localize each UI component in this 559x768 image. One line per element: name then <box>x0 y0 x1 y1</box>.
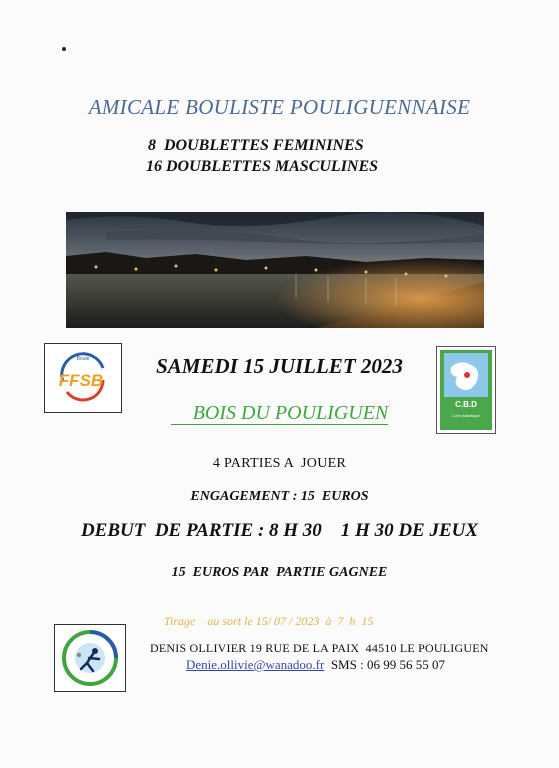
parties-info: 4 PARTIES A JOUER <box>212 456 347 471</box>
cbd-letters: C.B.D <box>455 400 477 409</box>
contact-line <box>186 657 445 673</box>
men-doubles-line: 16 DOUBLETTES MASCULINES <box>146 158 379 175</box>
cbd-logo <box>436 346 496 434</box>
start-time: DEBUT DE PARTIE : 8 H 30 1 H 30 DE JEUX <box>80 520 479 541</box>
club-logo <box>54 624 126 692</box>
cbd-small-text: Loire Atlantique <box>452 413 480 418</box>
draw-time: Tirage au sort le 15/ 07 / 2023 à 7 h 15 <box>164 614 374 628</box>
event-date: SAMEDI 15 JUILLET 2023 <box>156 354 403 378</box>
event-place-text: BOIS DU POULIGUEN <box>171 402 389 425</box>
ffsb-small-text: Boule <box>76 356 90 362</box>
engagement-fee: ENGAGEMENT : 15 EUROS <box>190 489 369 504</box>
contact-sms: SMS : 06 99 56 55 07 <box>330 657 445 672</box>
women-doubles-line: 8 DOUBLETTES FEMININES <box>148 137 364 154</box>
contact-email-link[interactable]: Denie.ollivie@wanadoo.fr <box>186 657 325 672</box>
club-title: AMICALE BOULISTE POULIGUENNAISE <box>88 95 471 119</box>
organizer-address: DENIS OLLIVIER 19 RUE DE LA PAIX 44510 LE POULIGUEN <box>150 641 489 655</box>
bullet-dot <box>62 47 66 51</box>
prize-info: 15 EUROS PAR PARTIE GAGNEE <box>171 565 388 580</box>
harbour-night-photo <box>66 212 484 328</box>
ffsb-letters: FFSB <box>58 371 104 390</box>
